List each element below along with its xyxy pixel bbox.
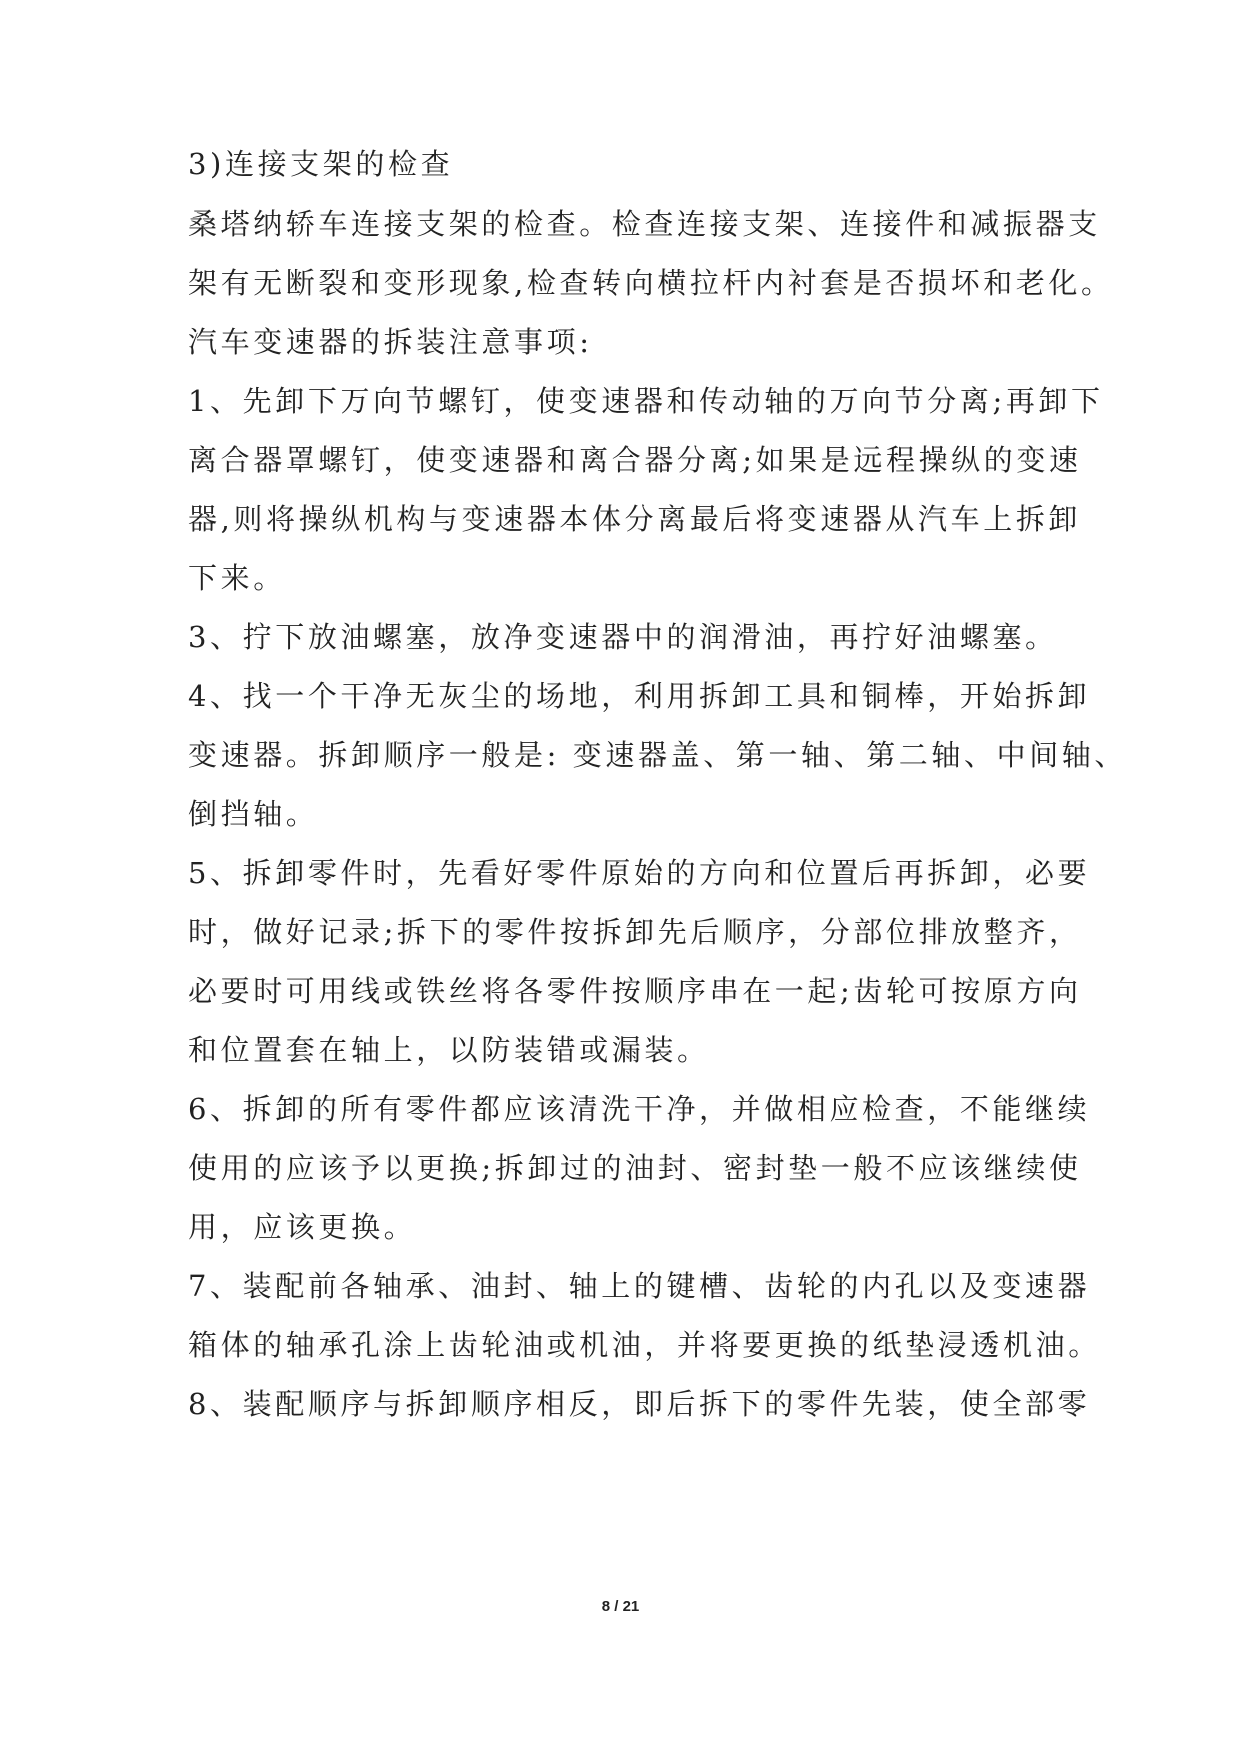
paragraph-line: 器,则将操纵机构与变速器本体分离最后将变速器从汽车上拆卸	[188, 502, 1082, 536]
section-heading: 3)连接支架的检查	[188, 147, 454, 181]
paragraph-line: 用，应该更换。	[188, 1210, 417, 1244]
paragraph-line: 4、找一个干净无灰尘的场地，利用拆卸工具和铜棒，开始拆卸	[188, 679, 1091, 713]
page-number: 8 / 21	[601, 1598, 640, 1615]
paragraph-line: 架有无断裂和变形现象,检查转向横拉杆内衬套是否损坏和老化。	[188, 266, 1114, 300]
paragraph-line: 3、拧下放油螺塞，放净变速器中的润滑油，再拧好油螺塞。	[188, 620, 1058, 654]
paragraph-line: 必要时可用线或铁丝将各零件按顺序串在一起;齿轮可按原方向	[188, 974, 1082, 1008]
paragraph-line: 离合器罩螺钉，使变速器和离合器分离;如果是远程操纵的变速	[188, 443, 1082, 477]
paragraph-line: 变速器。拆卸顺序一般是: 变速器盖、第一轴、第二轴、中间轴、	[188, 738, 1127, 772]
paragraph-line: 时，做好记录;拆下的零件按拆卸先后顺序，分部位排放整齐，	[188, 915, 1082, 949]
paragraph-line: 倒挡轴。	[188, 797, 319, 831]
paragraph-line: 7、装配前各轴承、油封、轴上的键槽、齿轮的内孔以及变速器	[188, 1269, 1091, 1303]
paragraph-line: 下来。	[188, 561, 286, 595]
paragraph-line: 使用的应该予以更换;拆卸过的油封、密封垫一般不应该继续使	[188, 1151, 1082, 1185]
paragraph-line: 6、拆卸的所有零件都应该清洗干净，并做相应检查，不能继续	[188, 1092, 1091, 1126]
paragraph-line: 箱体的轴承孔涂上齿轮油或机油，并将要更换的纸垫浸透机油。	[188, 1328, 1101, 1362]
paragraph-line: 1、先卸下万向节螺钉，使变速器和传动轴的万向节分离;再卸下	[188, 384, 1104, 418]
paragraph-line: 和位置套在轴上，以防装错或漏装。	[188, 1033, 710, 1067]
paragraph-heading: 汽车变速器的拆装注意事项:	[188, 325, 593, 359]
paragraph-line: 8、装配顺序与拆卸顺序相反，即后拆下的零件先装，使全部零	[188, 1387, 1091, 1421]
paragraph-line: 5、拆卸零件时，先看好零件原始的方向和位置后再拆卸，必要	[188, 856, 1091, 890]
paragraph-line: 桑塔纳轿车连接支架的检查。检查连接支架、连接件和减振器支	[188, 207, 1101, 241]
